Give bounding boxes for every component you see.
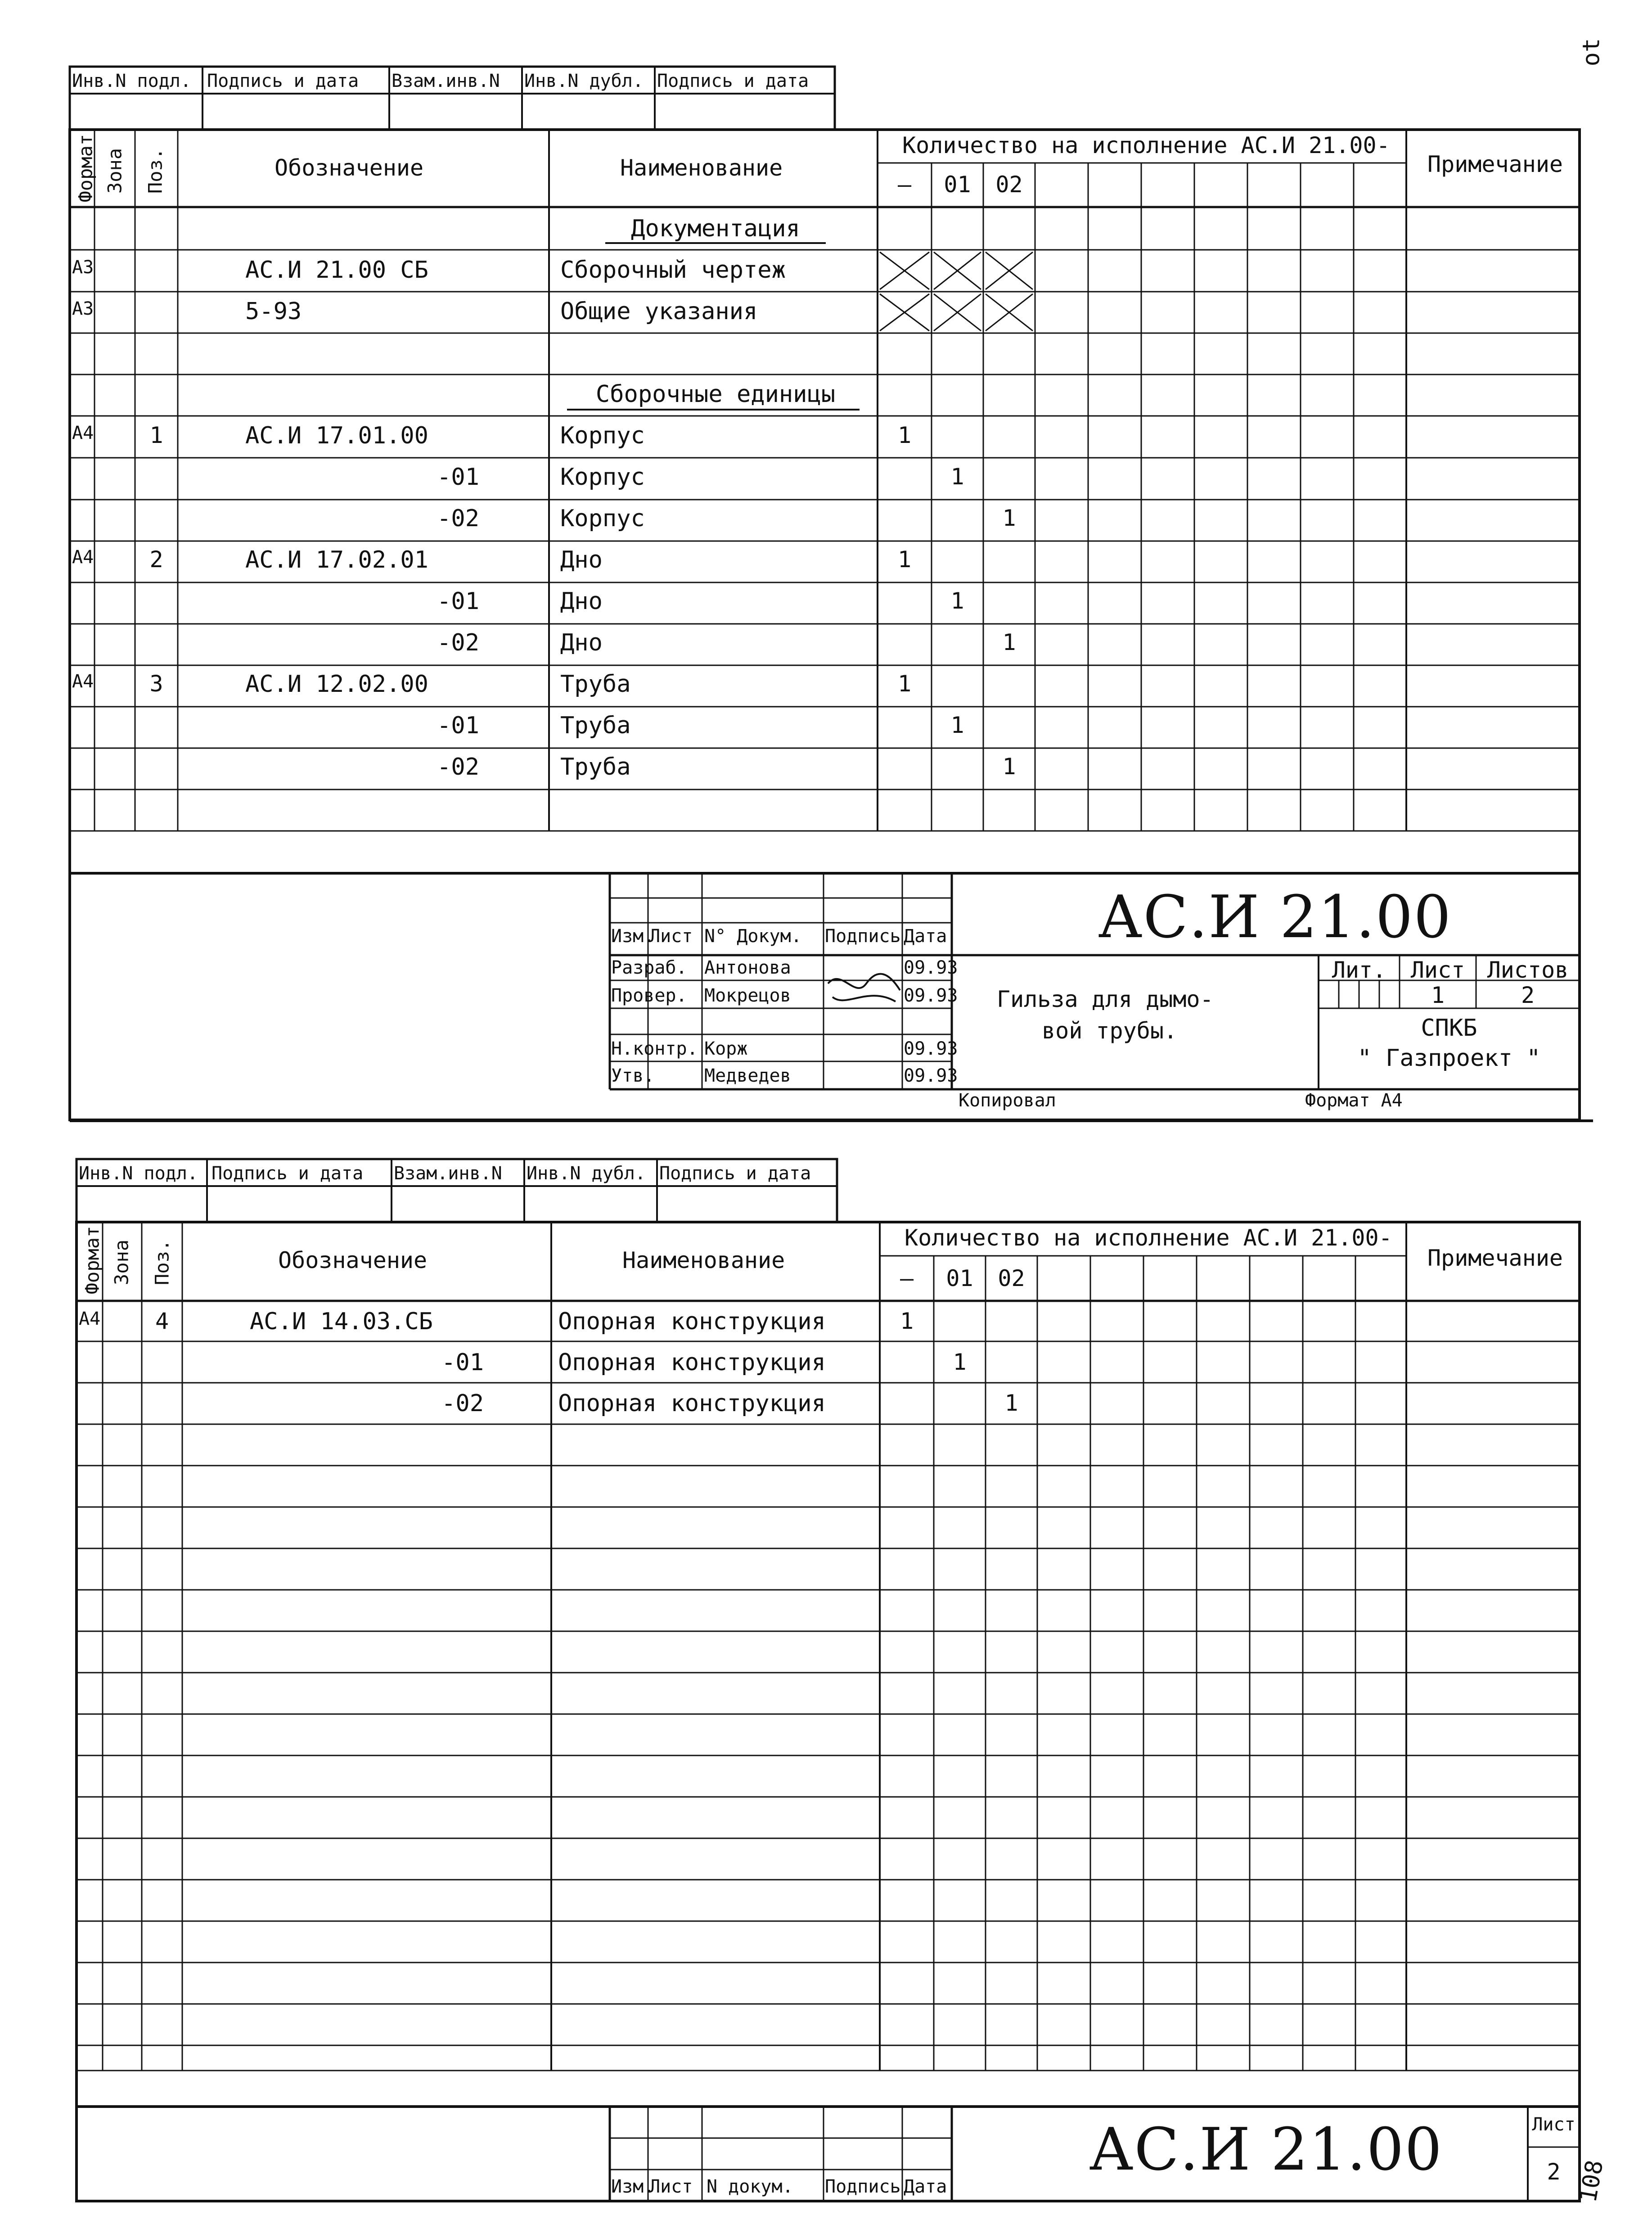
footer-kopiroval: Копировал: [959, 1090, 1056, 1111]
cell-format: А3: [72, 298, 94, 319]
cell-oboznachenie: АС.И 14.03.СБ: [250, 1308, 433, 1335]
podpis-data-label-2: Подпись и дата: [657, 71, 809, 91]
header-primechanie: Примечание: [1427, 1245, 1563, 1271]
document-code: АС.И 21.00: [1089, 2115, 1443, 2184]
cell-format: А3: [72, 257, 94, 278]
header-poz: Поз.: [144, 148, 167, 194]
header-format: Формат: [74, 134, 97, 203]
cell-oboznachenie: 5-93: [245, 298, 302, 325]
date-prover: 09.93: [904, 985, 958, 1006]
name-prover: Мокрецов: [704, 985, 791, 1006]
list-label: Лист: [1532, 2114, 1575, 2135]
tb-ndokum-label: N° Докум.: [704, 926, 802, 947]
header-poz: Поз.: [151, 1239, 173, 1286]
cell-oboznachenie: -02: [437, 505, 479, 532]
cell-qty-02: 1: [1002, 505, 1016, 531]
org-line2: " Газпроект ": [1357, 1045, 1541, 1072]
cell-qty-base: 1: [897, 422, 912, 448]
header-oboznachenie: Обозначение: [278, 1247, 428, 1273]
cell-naimenovanie: Сборочные единицы: [595, 381, 836, 408]
cell-qty-base: 1: [900, 1308, 914, 1334]
inv-podl-label: Инв.N подл.: [79, 1163, 198, 1184]
cell-poz: 4: [155, 1308, 169, 1334]
role-razrab: Разраб.: [611, 957, 687, 978]
cell-naimenovanie: Корпус: [560, 422, 645, 449]
role-prover: Провер.: [611, 985, 687, 1006]
cell-oboznachenie: АС.И 17.01.00: [245, 422, 428, 449]
cell-format: А4: [79, 1308, 101, 1329]
corner-number: 108: [1575, 2158, 1609, 2205]
tb-podpis-label: Подпись: [825, 926, 901, 947]
cell-naimenovanie: Общие указания: [560, 298, 758, 325]
inv-dubl-label: Инв.N дубл.: [524, 71, 644, 91]
cell-naimenovanie: Труба: [560, 671, 631, 698]
cell-naimenovanie: Дно: [560, 629, 603, 656]
cell-oboznachenie: -01: [441, 1349, 484, 1376]
list-value: 1: [1431, 982, 1445, 1008]
cell-qty-base: 1: [897, 671, 912, 697]
cell-qty-base: 1: [897, 546, 912, 573]
cell-qty-01: 1: [950, 464, 964, 490]
podpis-data-label: Подпись и дата: [207, 71, 359, 91]
cell-naimenovanie: Опорная конструкция: [558, 1349, 826, 1376]
cell-poz: 1: [149, 422, 163, 448]
cell-naimenovanie: Труба: [560, 754, 631, 781]
cell-qty-02: 1: [1002, 629, 1016, 655]
tb-data-label: Дата: [904, 926, 947, 947]
lit-label: Лит.: [1332, 957, 1386, 983]
cell-qty-01: 1: [950, 588, 964, 614]
podpis-data-label: Подпись и дата: [212, 1163, 364, 1184]
header-col-01: 01: [944, 171, 971, 198]
cell-oboznachenie: АС.И 17.02.01: [245, 546, 428, 573]
tb-izm-label: Изм.: [611, 2176, 655, 2197]
name-utv: Медведев: [704, 1065, 791, 1086]
cell-naimenovanie: Труба: [560, 712, 631, 739]
tb-data-label: Дата: [904, 2176, 947, 2197]
cell-oboznachenie: -01: [437, 464, 479, 491]
cell-naimenovanie: Дно: [560, 546, 603, 573]
cell-qty-01: 1: [953, 1349, 967, 1375]
header-zona: Зона: [110, 1239, 133, 1286]
cell-qty-02: 1: [1004, 1390, 1018, 1416]
header-col-dash: –: [897, 171, 912, 198]
org-line1: СПКБ: [1421, 1015, 1477, 1042]
vzam-inv-label: Взам.инв.N: [394, 1163, 502, 1184]
cell-oboznachenie: АС.И 21.00 СБ: [245, 257, 428, 284]
header-col-02: 02: [995, 171, 1023, 198]
header-col-02: 02: [998, 1265, 1025, 1291]
cell-naimenovanie: Опорная конструкция: [558, 1390, 826, 1417]
listov-label: Листов: [1487, 957, 1569, 983]
vzam-inv-label: Взам.инв.N: [392, 71, 500, 91]
header-naimenovanie: Наименование: [620, 155, 783, 181]
tb-list-label: Лист: [649, 926, 693, 947]
tb-podpis-label: Подпись: [825, 2176, 901, 2197]
list-label: Лист: [1410, 957, 1465, 983]
inv-podl-label: Инв.N подл.: [72, 71, 191, 91]
cell-format: А4: [72, 671, 94, 692]
cell-oboznachenie: АС.И 12.02.00: [245, 671, 428, 698]
cell-oboznachenie: -02: [437, 754, 479, 781]
cell-naimenovanie: Сборочный чертеж: [560, 257, 786, 284]
listov-value: 2: [1521, 982, 1535, 1008]
header-primechanie: Примечание: [1427, 151, 1563, 177]
name-nkontr: Корж: [704, 1038, 748, 1059]
product-name-line1: Гильза для дымо-: [997, 986, 1214, 1012]
name-razrab: Антонова: [704, 957, 791, 978]
header-kolichestvo: Количество на исполнение АС.И 21.00-: [902, 132, 1390, 158]
podpis-data-label-2: Подпись и дата: [659, 1163, 811, 1184]
cell-oboznachenie: -01: [437, 712, 479, 739]
header-col-01: 01: [946, 1265, 973, 1291]
header-kolichestvo: Количество на исполнение АС.И 21.00-: [905, 1225, 1392, 1251]
date-utv: 09.93: [904, 1065, 958, 1086]
tb-ndokum-label: N докум.: [707, 2176, 793, 2197]
cell-oboznachenie: -01: [437, 588, 479, 615]
cell-naimenovanie: Опорная конструкция: [558, 1308, 826, 1335]
cell-oboznachenie: -02: [437, 629, 479, 656]
role-utv: Утв.: [611, 1065, 655, 1086]
date-nkontr: 09.93: [904, 1038, 958, 1059]
corner-mark-top: ot: [1578, 38, 1605, 67]
cell-naimenovanie: Корпус: [560, 505, 645, 532]
cell-naimenovanie: Дно: [560, 588, 603, 615]
cell-naimenovanie: Документация: [631, 215, 800, 242]
document-code: АС.И 21.00: [1098, 883, 1452, 951]
cell-poz: 2: [149, 546, 163, 573]
tb-izm-label: Изм.: [611, 926, 655, 947]
product-name-line2: вой трубы.: [1042, 1018, 1178, 1044]
list-value: 2: [1547, 2159, 1561, 2185]
cell-poz: 3: [149, 671, 163, 697]
role-nkontr: Н.контр.: [611, 1038, 698, 1059]
header-zona: Зона: [104, 148, 126, 194]
tb-list-label: Лист: [649, 2176, 693, 2197]
cell-format: А4: [72, 547, 94, 568]
cell-format: А4: [72, 423, 94, 443]
cell-oboznachenie: -02: [441, 1390, 484, 1417]
date-razrab: 09.93: [904, 957, 958, 978]
cell-qty-02: 1: [1002, 754, 1016, 780]
cell-naimenovanie: Корпус: [560, 464, 645, 491]
header-naimenovanie: Наименование: [622, 1247, 785, 1273]
cell-qty-01: 1: [950, 712, 964, 738]
footer-format: Формат А4: [1305, 1090, 1403, 1111]
inv-dubl-label: Инв.N дубл.: [527, 1163, 646, 1184]
header-oboznachenie: Обозначение: [275, 155, 424, 181]
header-col-dash: –: [900, 1265, 914, 1291]
header-format: Формат: [81, 1226, 104, 1295]
